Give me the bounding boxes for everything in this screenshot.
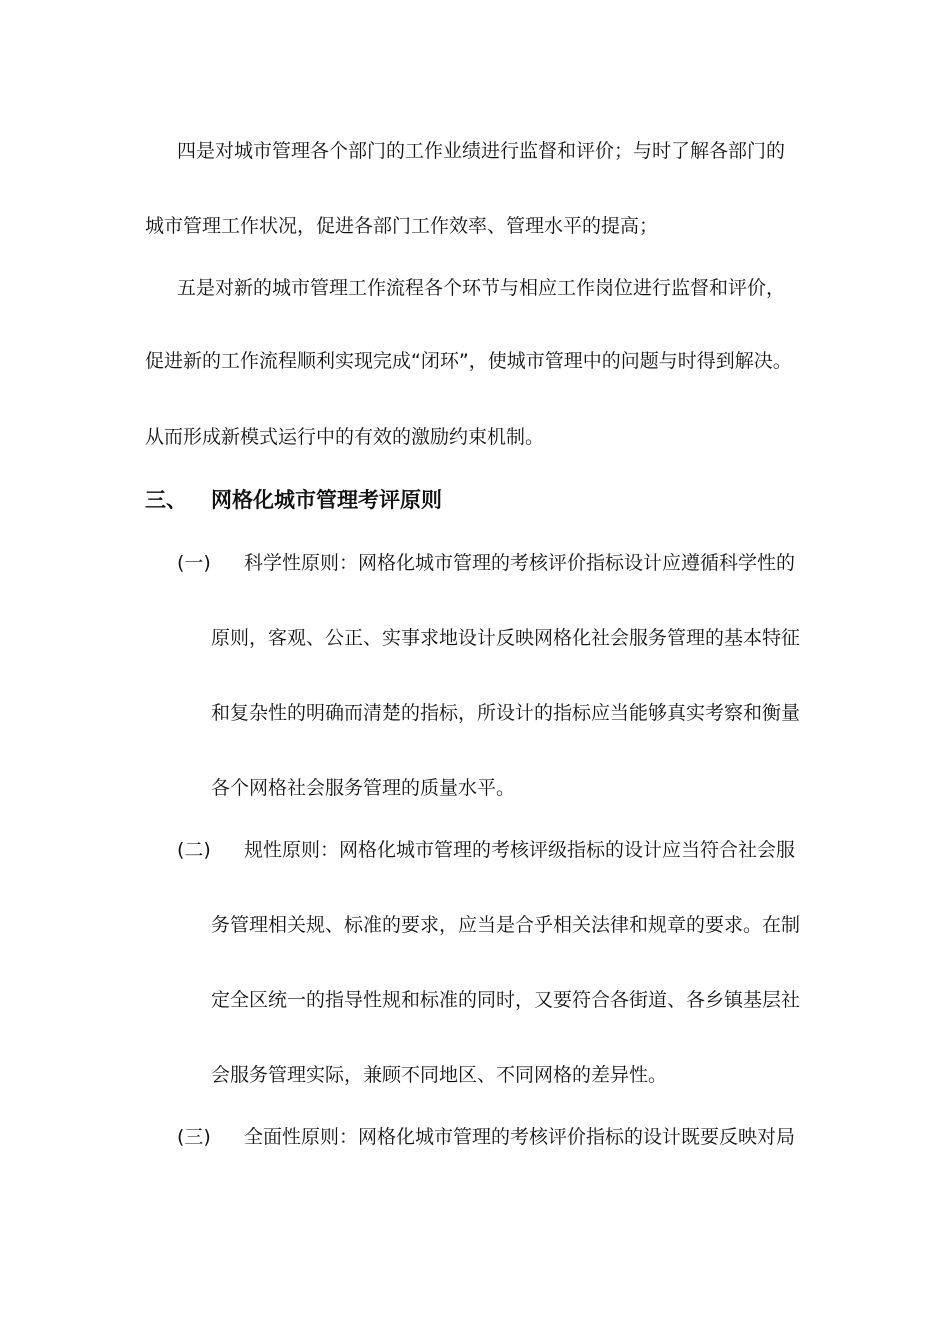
- item-3-line-1: 全面性原则：网格化城市管理的考核评价指标的设计既要反映对局: [244, 1126, 796, 1148]
- item-2-line-1: 规性原则：网格化城市管理的考核评级指标的设计应当符合社会服: [244, 839, 796, 861]
- item-2-line-3: 定全区统一的指导性规和标准的同时，又要符合各街道、各乡镇基层社: [211, 989, 801, 1011]
- item-2-line-4: 会服务管理实际，兼顾不同地区、不同网格的差异性。: [211, 1064, 668, 1086]
- section-number: 三、: [145, 488, 187, 512]
- paragraph-5-line-3: 从而形成新模式运行中的有效的激励约束机制。: [145, 426, 545, 448]
- item-3-marker: (三): [177, 1126, 211, 1148]
- paragraph-5-line-1: 五是对新的城市管理工作流程各个环节与相应工作岗位进行监督和评价，: [177, 277, 786, 299]
- item-2-marker: (二): [177, 839, 211, 861]
- item-1-line-3: 和复杂性的明确而清楚的指标，所设计的指标应当能够真实考察和衡量: [211, 702, 801, 724]
- section-title: 网格化城市管理考评原则: [211, 488, 442, 512]
- item-1-marker: (一): [177, 552, 211, 574]
- paragraph-4-line-2: 城市管理工作状况，促进各部门工作效率、管理水平的提高；: [145, 215, 659, 237]
- paragraph-4-line-1: 四是对城市管理各个部门的工作业绩进行监督和评价；与时了解各部门的: [177, 140, 786, 162]
- item-1-line-1: 科学性原则：网格化城市管理的考核评价指标设计应遵循科学性的: [244, 552, 796, 574]
- item-1-line-4: 各个网格社会服务管理的质量水平。: [211, 777, 516, 799]
- item-2-line-2: 务管理相关规、标准的要求，应当是合乎相关法律和规章的要求。在制: [211, 914, 801, 936]
- paragraph-5-line-2: 促进新的工作流程顺利实现完成“闭环”，使城市管理中的问题与时得到解决。: [145, 350, 792, 372]
- item-1-line-2: 原则，客观、公正、实事求地设计反映网格化社会服务管理的基本特征: [211, 627, 801, 649]
